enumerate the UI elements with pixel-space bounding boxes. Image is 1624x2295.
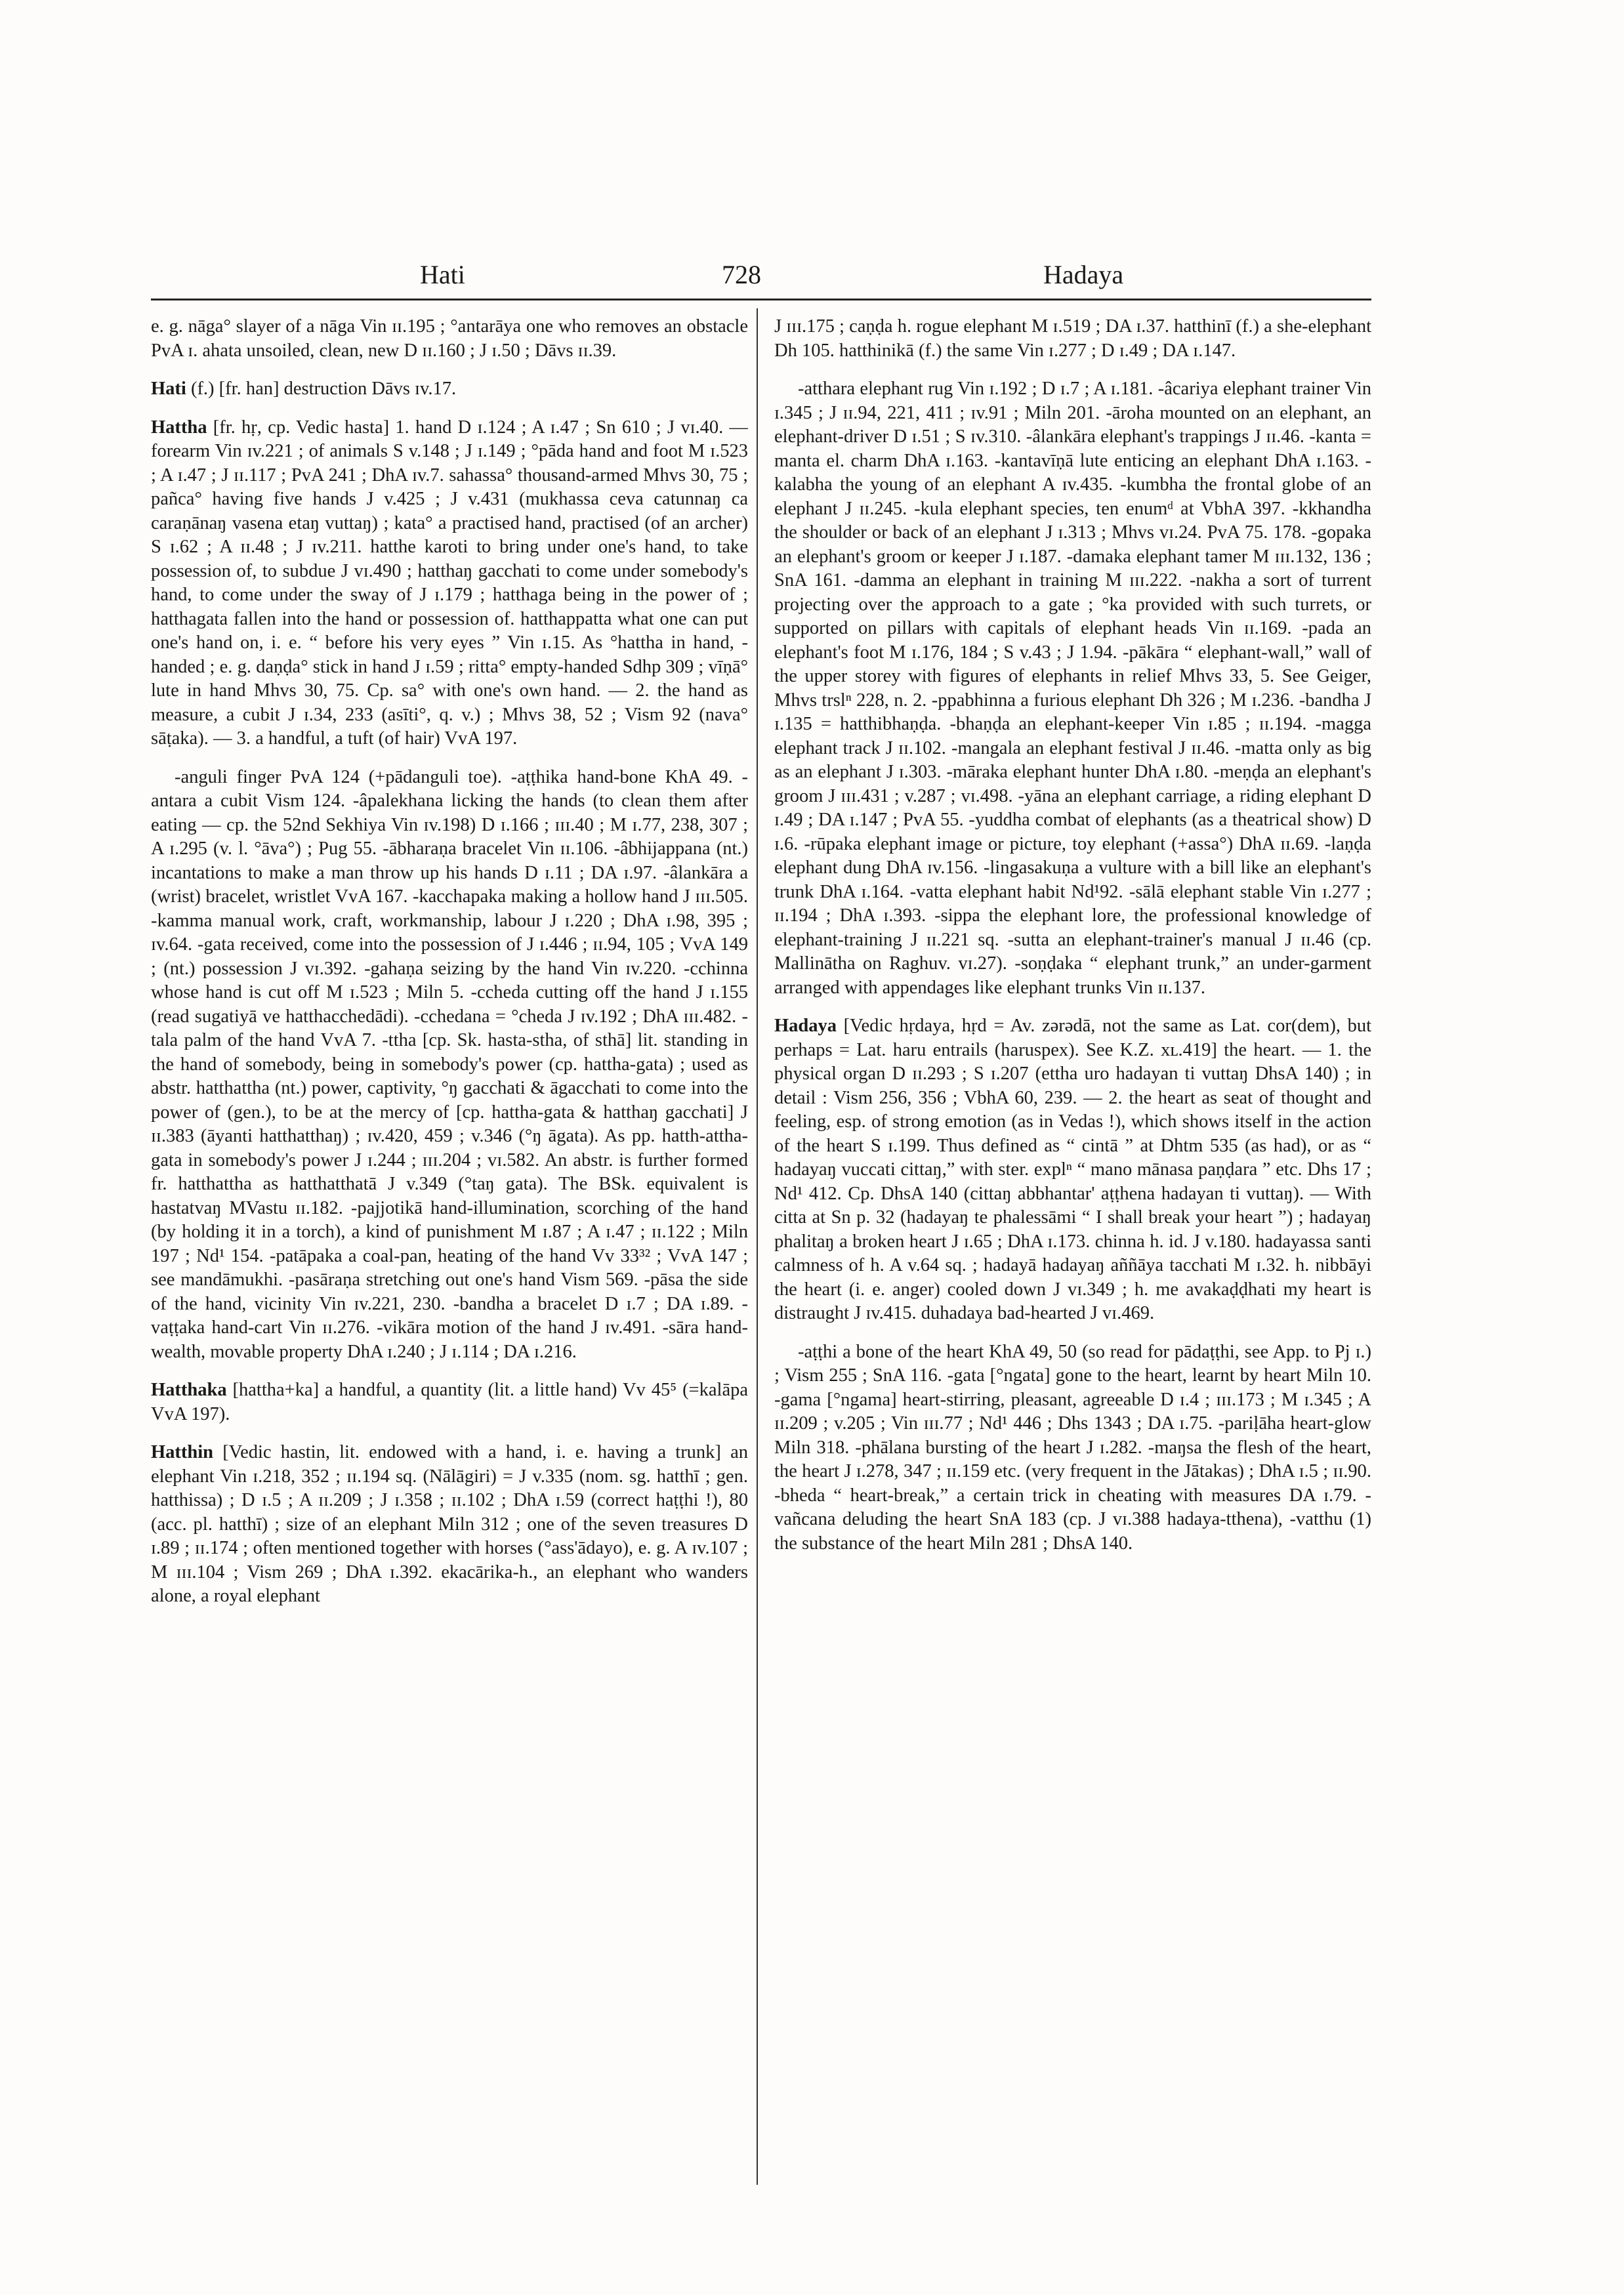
page-number: 728: [722, 260, 761, 289]
continued-text: [151, 315, 748, 363]
compound-list: [774, 377, 1371, 1000]
entry-headword: Hati: [151, 379, 186, 399]
column-divider: [757, 308, 758, 2185]
dictionary-entry: [151, 1441, 748, 1609]
page-header: [151, 259, 1371, 299]
entry-text: [hattha+ka] a handful, a quantity (lit. a little hand) Vv 45⁵ (=kalāpa VvA 197).: [151, 1380, 748, 1424]
right-column: [774, 315, 1371, 2270]
header-rule: [151, 299, 1371, 300]
entry-text: e. g. nāga° slayer of a nāga Vin ɪɪ.195 ; °antarāya one who removes an obstacle PvA ɪ. ahata unsoiled, clean, new D ɪɪ.160 ; J ɪ.50 ; Dāvs ɪɪ.39.: [151, 316, 748, 361]
entry-headword: Hatthaka: [151, 1380, 227, 1400]
left-column: [151, 315, 748, 2270]
right-guide-word: Hadaya: [1043, 260, 1124, 289]
entry-headword: Hadaya: [774, 1016, 837, 1036]
entry-text: [fr. hṛ, cp. Vedic hasta] 1. hand D ɪ.124 ; A ɪ.47 ; Sn 610 ; J vɪ.40. — forearm Vin ɪv.221 ; of animals S v.148 ; J ɪ.149 ; °pāda hand and foot M ɪ.523 ; A ɪ.47 ; J ɪɪ.117 ; PvA 241 ; DhA ɪv.7. sahassa° thousand-armed Mhvs 30, 75 ; pañca° having five hands J v.425 ; J v.431 (mukhassa ceva catunnaŋ ca caraṇānaŋ vasena etaŋ vuttaŋ) ; kata° a practised hand, practised (of an archer) S ɪ.62 ; A ɪɪ.48 ; J ɪv.211. hatthe karoti to bring under one's hand, to take possession of, to subdue J vɪ.490 ; hatthaŋ gacchati to come under somebody's hand, to come under the sway of J ɪ.179 ; hatthaga being in the power of ; hatthagata fallen into the hand or possession of. hatthappatta what one can put one's hand on, i. e. “ before his very eyes ” Vin ɪ.15. As °hattha in hand, -handed ; e. g. daṇḍa° stick in hand J ɪ.59 ; ritta° empty-handed Sdhp 309 ; vīṇā° lute in hand Mhvs 30, 75. Cp. sa° with one's own hand. — 2. the hand as measure, a cubit J ɪ.34, 233 (asīti°, q. v.) ; Mhvs 38, 52 ; Vism 92 (nava° sāṭaka). — 3. a handful, a tuft (of hair) VvA 197.: [151, 417, 748, 749]
entry-headword: Hatthin: [151, 1442, 214, 1462]
entry-text: [Vedic hṛdaya, hṛd = Av. zərədā, not the same as Lat. cor(dem), but perhaps = Lat. haru entrails (haruspex). See K.Z. xʟ.419] the heart. — 1. the physical organ D ɪɪ.293 ; S ɪ.207 (ettha uro hadayan ti vuttaŋ DhsA 140) ; in detail : Vism 256, 356 ; VbhA 60, 239. — 2. the heart as seat of thought and feeling, esp. of strong emotion (as in Vedas !), which shows itself in the action of the heart S ɪ.199. Thus defined as “ cintā ” at Dhtm 535 (as had), or as “ hadayaŋ vuccati cittaŋ,” with ster. explⁿ “ mano mānasa paṇḍara ” etc. Dhs 17 ; Nd¹ 412. Cp. DhsA 140 (cittaŋ abbhantar' aṭṭhena hadayan ti vuttaŋ). — With citta at Sn p. 32 (hadayaŋ te phalessāmi “ I shall break your heart ”) ; hadayaŋ phalitaŋ a broken heart J ɪ.65 ; DhA ɪ.173. chinna h. id. J v.180. hadayassa santi calmness of h. A v.64 sq. ; hadayā hadayaŋ aññāya tacchati M ɪ.32. h. nibbāyi the heart (i. e. anger) cooled down J vɪ.349 ; h. me avakaḍḍhati my heart is distraught J ɪv.415. duhadaya bad-hearted J vɪ.469.: [774, 1016, 1371, 1323]
entry-text: -anguli finger PvA 124 (+pādanguli toe). -aṭṭhika hand-bone KhA 49. -antara a cubit Vism 124. -âpalekhana licking the hands (to clean them after eating — cp. the 52nd Sekhiya Vin ɪv.198) D ɪ.166 ; ɪɪɪ.40 ; M ɪ.77, 238, 307 ; A ɪ.295 (v. l. °āva°) ; Pug 55. -ābharaṇa bracelet Vin ɪɪ.106. -âbhijappana (nt.) incantations to make a man throw up his hands D ɪ.11 ; DA ɪ.97. -âlankāra a (wrist) bracelet, wristlet VvA 167. -kacchapaka making a hollow hand J ɪɪɪ.505. -kamma manual work, craft, workmanship, labour J ɪ.220 ; DhA ɪ.98, 395 ; ɪv.64. -gata received, come into the possession of J ɪ.446 ; ɪɪ.94, 105 ; VvA 149 ; (nt.) possession J vɪ.392. -gahaṇa seizing by the hand Vin ɪv.220. -cchinna whose hand is cut off M ɪ.523 ; Miln 5. -ccheda cutting off the hand J ɪ.155 (read sugatiyā ve hatthacchedādi). -cchedana = °cheda J ɪv.192 ; DhA ɪɪɪ.482. -tala palm of the hand VvA 7. -ttha [cp. Sk. hasta-stha, of sthā] lit. standing in the hand of somebody, being in somebody's power (cp. hattha-gata) ; used as abstr. hatthattha (nt.) power, captivity, °ŋ gacchati & āgacchati to come into the power of (gen.), to be at the mercy of [cp. hattha-gata & hatthaŋ gacchati] J ɪɪ.383 (āyanti hatthatthaŋ) ; ɪv.420, 459 ; v.346 (°ŋ āgata). As pp. hatth-attha-gata in somebody's power J ɪ.244 ; ɪɪɪ.204 ; vɪ.582. An abstr. is further formed fr. hatthattha as hatthatthatā J v.349 (°taŋ gata). The BSk. equivalent is hastatvaŋ MVastu ɪɪ.182. -pajjotikā hand-illumination, scorching of the hand (by holding it in a torch), a kind of punishment M ɪ.87 ; A ɪ.47 ; ɪɪ.122 ; Miln 197 ; Nd¹ 154. -patāpaka a coal-pan, heating of the hand Vv 33³² ; VvA 147 ; see mandāmukhi. -pasāraṇa stretching out one's hand Vism 569. -pāsa the side of the hand, vicinity Vin ɪv.221, 230. -bandha a bracelet D ɪ.7 ; DA ɪ.89. -vaṭṭaka hand-cart Vin ɪɪ.276. -vikāra motion of the hand J ɪv.491. -sāra hand-wealth, movable property DhA ɪ.240 ; J ɪ.114 ; DA ɪ.216.: [151, 766, 748, 1362]
dictionary-entry: [151, 377, 748, 402]
dictionary-entry: [151, 416, 748, 751]
continued-text: [774, 315, 1371, 363]
entry-text: -aṭṭhi a bone of the heart KhA 49, 50 (so read for pādaṭṭhi, see App. to Pj ɪ.) ; Vism 255 ; SnA 116. -gata [°ngata] gone to the heart, learnt by heart Miln 10. -gama [°ngama] heart-stirring, pleasant, agreeable D ɪ.4 ; ɪɪɪ.173 ; M ɪ.345 ; A ɪɪ.209 ; v.205 ; Vin ɪɪɪ.77 ; Nd¹ 446 ; Dhs 1343 ; DA ɪ.75. -pariḷāha heart-glow Miln 318. -phālana bursting of the heart J ɪ.282. -maŋsa the flesh of the heart, the heart J ɪ.278, 347 ; ɪɪ.159 etc. (very frequent in the Jātakas) ; DhA ɪ.5 ; ɪɪ.90. -bheda “ heart-break,” a certain trick in cheating with measures DA ɪ.79. -vañcana deluding the heart SnA 183 (cp. J vɪ.388 hadaya-tthena), -vatthu (1) the substance of the heart Miln 281 ; DhsA 140.: [774, 1341, 1371, 1554]
entry-headword: Hattha: [151, 417, 207, 438]
entry-text: [Vedic hastin, lit. endowed with a hand, i. e. having a trunk] an elephant Vin ɪ.218, 352 ; ɪɪ.194 sq. (Nālāgiri) = J v.335 (nom. sg. hatthī ; gen. hatthissa) ; D ɪ.5 ; A ɪɪ.209 ; J ɪ.358 ; ɪɪ.102 ; DhA ɪ.59 (correct haṭṭhi !), 80 (acc. pl. hatthī) ; size of an elephant Miln 312 ; one of the seven treasures D ɪ.89 ; ɪɪ.174 ; often mentioned together with horses (°ass'ādayo), e. g. A ɪv.107 ; M ɪɪɪ.104 ; Vism 269 ; DhA ɪ.392. ekacārika-h., an elephant who wanders alone, a royal elephant: [151, 1442, 748, 1606]
left-guide-word: Hati: [420, 260, 465, 289]
compound-list: [774, 1340, 1371, 1556]
entry-text: J ɪɪɪ.175 ; caṇḍa h. rogue elephant M ɪ.519 ; DA ɪ.37. hatthinī (f.) a she-elephant Dh 105. hatthinikā (f.) the same Vin ɪ.277 ; D ɪ.49 ; DA ɪ.147.: [774, 316, 1371, 361]
dictionary-entry: [151, 1378, 748, 1426]
compound-list: [151, 766, 748, 1365]
entry-text: (f.) [fr. han] destruction Dāvs ɪv.17.: [186, 379, 457, 399]
dictionary-entry: [774, 1014, 1371, 1326]
entry-text: -atthara elephant rug Vin ɪ.192 ; D ɪ.7 ; A ɪ.181. -âcariya elephant trainer Vin ɪ.345 ; J ɪɪ.94, 221, 411 ; ɪv.91 ; Miln 201. -āroha mounted on an elephant, an elephant-driver D ɪ.51 ; S ɪv.310. -âlankāra elephant's trappings J ɪɪ.46. -kanta = manta el. charm DhA ɪ.163. -kantavīṇā lute enticing an elephant DhA ɪ.163. -kalabha the young of an elephant A ɪv.435. -kumbha the frontal globe of an elephant J ɪɪ.245. -kula elephant species, ten enumᵈ at VbhA 397. -kkhandha the shoulder or back of an elephant J ɪ.313 ; Mhvs vɪ.24. PvA 75. 178. -gopaka an elephant's groom or keeper J ɪ.187. -damaka elephant tamer M ɪɪɪ.132, 136 ; SnA 161. -damma an elephant in training M ɪɪɪ.222. -nakha a sort of turrent projecting over the approach to a gate ; °ka provided with such turrets, or supported on pillars with capitals of elephant heads Vin ɪɪ.169. -pada an elephant's foot M ɪ.176, 184 ; S v.43 ; J 1.94. -pākāra “ elephant-wall,” wall of the upper storey with figures of elephants in relief Mhvs 33, 5. See Geiger, Mhvs trslⁿ 228, n. 2. -ppabhinna a furious elephant Dh 326 ; M ɪ.236. -bandha J ɪ.135 = hatthibhaṇḍa. -bhaṇḍa an elephant-keeper Vin ɪ.85 ; ɪɪ.194. -magga elephant track J ɪɪ.102. -mangala an elephant festival J ɪɪ.46. -matta only as big as an elephant J ɪ.303. -māraka elephant hunter DhA ɪ.80. -meṇḍa an elephant's groom J ɪɪɪ.431 ; v.287 ; vɪ.498. -yāna an elephant carriage, a riding elephant D ɪ.49 ; DA ɪ.147 ; PvA 55. -yuddha combat of elephants (as a theatrical show) D ɪ.6. -rūpaka elephant image or picture, toy elephant (+assa°) DhA ɪɪ.69. -laṇḍa elephant dung DhA ɪv.156. -lingasakuṇa a vulture with a bill like an elephant's trunk DhA ɪ.164. -vatta elephant habit Nd¹92. -sālā elephant stable Vin ɪ.277 ; ɪɪ.194 ; DhA ɪ.393. -sippa the elephant lore, the professional knowledge of elephant-training J ɪɪ.221 sq. -sutta an elephant-trainer's manual J ɪɪ.46 (cp. Mallinātha on Raghuv. vɪ.27). -soṇḍaka “ elephant trunk,” an under-garment arranged with appendages like elephant trunks Vin ɪɪ.137.: [774, 379, 1371, 998]
